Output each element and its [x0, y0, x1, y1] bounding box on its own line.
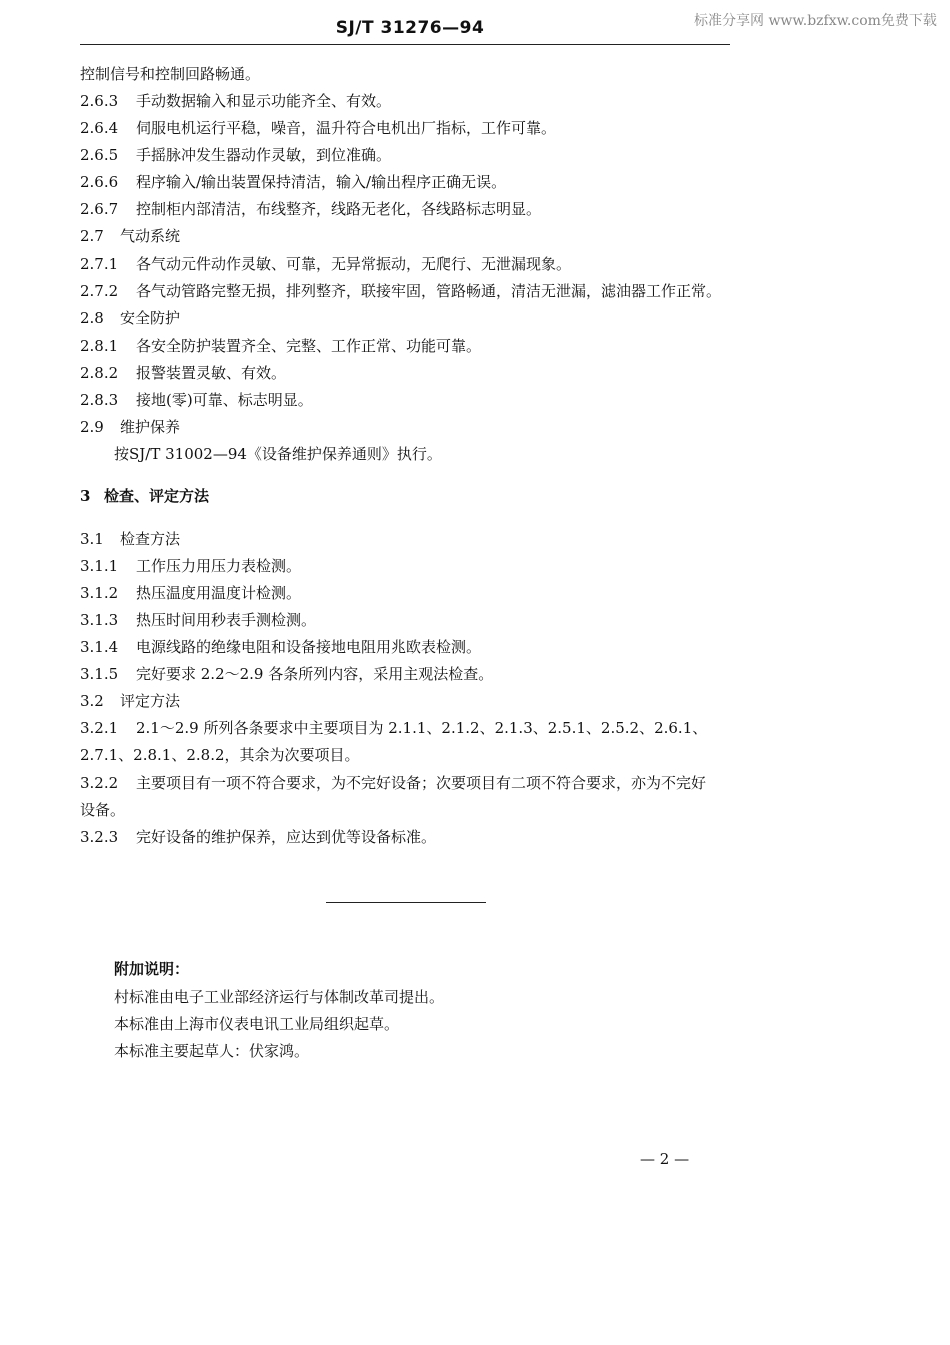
section-3-1-heading: 3.1 检查方法 — [80, 530, 181, 548]
appendix-line: 村标准由电子工业部经济运行与体制改革司提出。 — [114, 988, 445, 1006]
chapter-3-heading: 3 检查、评定方法 — [80, 487, 210, 505]
clause-3-1-4: 3.1.4 电源线路的绝缘电阻和设备接地电阻用兆欧表检测。 — [80, 638, 482, 656]
section-2-9-heading: 2.9 维护保养 — [80, 418, 181, 436]
appendix-line: 本标准由上海市仪表电讯工业局组织起草。 — [114, 1015, 400, 1033]
clause-2-8-1: 2.8.1 各安全防护装置齐全、完整、工作正常、功能可靠。 — [80, 337, 482, 355]
clause-3-1-1: 3.1.1 工作压力用压力表检测。 — [80, 557, 302, 575]
text-line: 设备。 — [80, 801, 126, 819]
section-2-7-heading: 2.7 气动系统 — [80, 227, 181, 245]
text-line: 按SJ/T 31002—94《设备维护保养通则》执行。 — [114, 445, 442, 463]
standard-code: SJ/T 31276—94 — [335, 18, 485, 38]
clause-3-1-2: 3.1.2 热压温度用温度计检测。 — [80, 584, 302, 602]
clause-2-6-3: 2.6.3 手动数据输入和显示功能齐全、有效。 — [80, 92, 392, 110]
clause-2-6-7: 2.6.7 控制柜内部清洁，布线整齐，线路无老化，各线路标志明显。 — [80, 200, 542, 218]
clause-2-6-6: 2.6.6 程序输入/输出装置保持清洁，输入/输出程序正确无误。 — [80, 173, 507, 191]
page-number: — 2 — — [640, 1150, 690, 1168]
appendix-note — [114, 0, 714, 1080]
watermark-text: 标准分享网 www.bzfxw.com免费下载 — [694, 13, 937, 29]
clause-2-7-1: 2.7.1 各气动元件动作灵敏、可靠，无异常振动，无爬行、无泄漏现象。 — [80, 255, 572, 273]
section-2-8-heading: 2.8 安全防护 — [80, 309, 181, 327]
section-3-2-heading: 3.2 评定方法 — [80, 692, 181, 710]
clause-2-8-2: 2.8.2 报警装置灵敏、有效。 — [80, 364, 287, 382]
clause-3-2-3: 3.2.3 完好设备的维护保养，应达到优等设备标准。 — [80, 828, 437, 846]
text-line: 2.7.1、2.8.1、2.8.2，其余为次要项目。 — [80, 746, 360, 764]
text-line: 控制信号和控制回路畅通。 — [80, 65, 261, 83]
clause-3-2-2: 3.2.2 主要项目有一项不符合要求，为不完好设备；次要项目有二项不符合要求，亦为不完好 — [80, 774, 707, 792]
clause-2-7-2: 2.7.2 各气动管路完整无损，排列整齐，联接牢固，管路畅通，清洁无泄漏，滤油器工作正常。 — [80, 282, 722, 300]
clause-2-6-4: 2.6.4 伺服电机运行平稳，噪音，温升符合电机出厂指标，工作可靠。 — [80, 119, 557, 137]
appendix-line: 本标准主要起草人：伏家鸿。 — [114, 1042, 310, 1060]
appendix-title: 附加说明： — [114, 960, 190, 978]
clause-3-2-1: 3.2.1 2.1～2.9 所列各条要求中主要项目为 2.1.1、2.1.2、2.1.3、2.5.1、2.5.2、2.6.1、 — [80, 719, 708, 737]
clause-2-6-5: 2.6.5 手摇脉冲发生器动作灵敏，到位准确。 — [80, 146, 392, 164]
clause-2-8-3: 2.8.3 接地(零)可靠、标志明显。 — [80, 391, 313, 409]
clause-3-1-5: 3.1.5 完好要求 2.2～2.9 各条所列内容，采用主观法检查。 — [80, 665, 494, 683]
clause-3-1-3: 3.1.3 热压时间用秒表手测检测。 — [80, 611, 317, 629]
